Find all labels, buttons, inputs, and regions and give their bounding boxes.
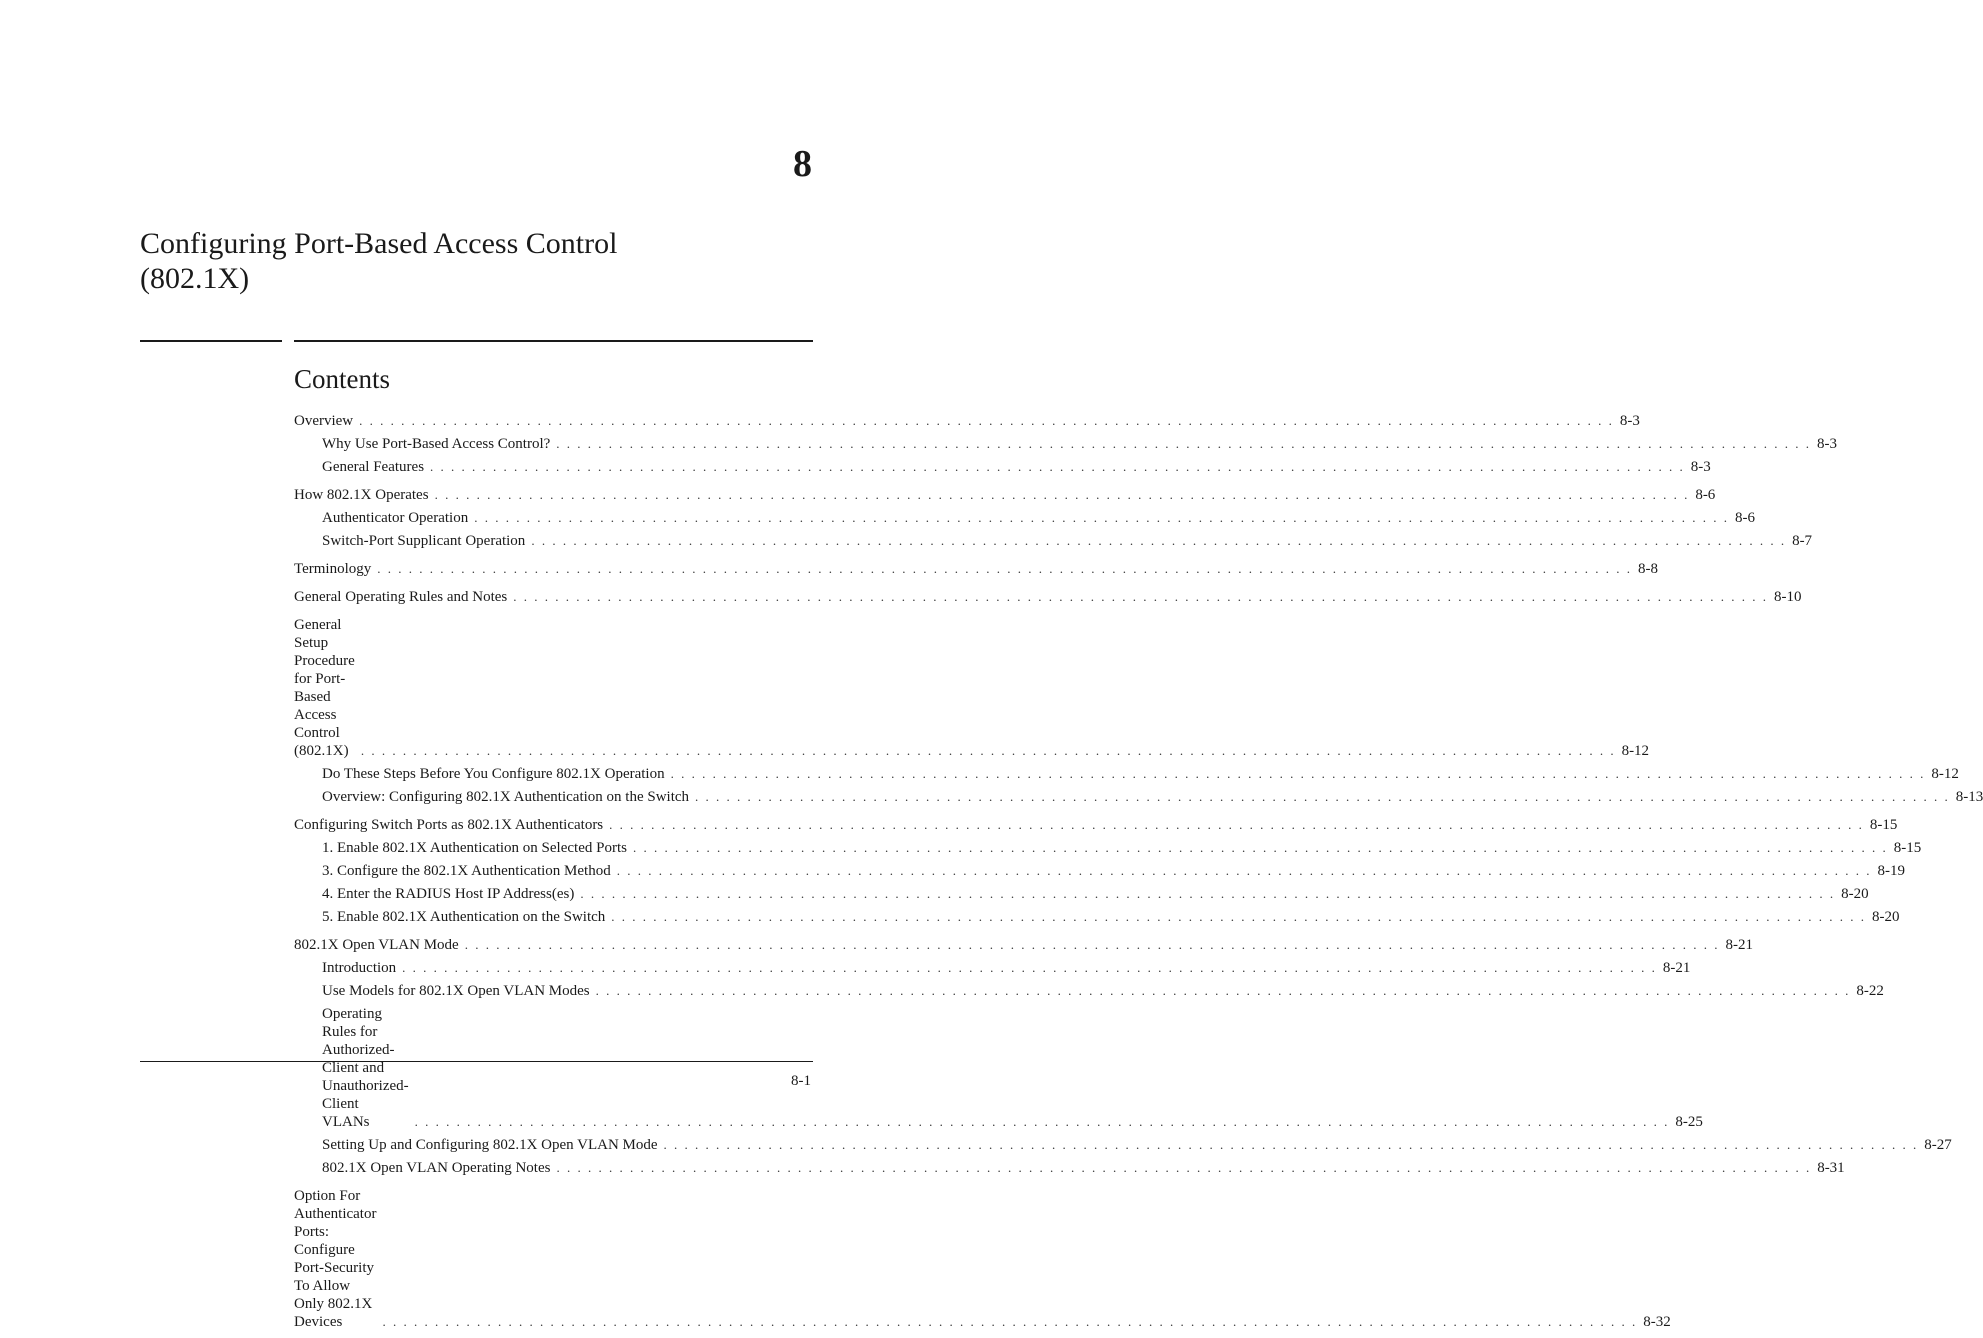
toc-group — [294, 483, 1813, 552]
toc-entry-title: Terminology — [294, 560, 372, 577]
toc-subentry[interactable] — [294, 1002, 1703, 1133]
toc-subentry[interactable] — [294, 455, 1711, 478]
toc-dot-leader: . . . . . . . . . . . . . . . . . . . . . . . . . . . . . . . . . . . . . . . . . . . . . . . . . . . . . . . . . . . . . . . . . . . . . . . . . . . . . . . . . . . . . . . . . . . . . . . . . . . . . . . . . . . . . . . . . . . . . . . . — [382, 1313, 1638, 1329]
toc-entry-page: 8-10 — [1774, 588, 1802, 605]
footer-rule — [140, 1061, 813, 1062]
toc-entry-title: Option For Authenticator Ports: Configure Port-Security To Allow Only 802.1X Devices — [294, 1187, 377, 1330]
toc-entry-page: 8-20 — [1841, 885, 1869, 902]
toc-dot-leader: . . . . . . . . . . . . . . . . . . . . . . . . . . . . . . . . . . . . . . . . . . . . . . . . . . . . . . . . . . . . . . . . . . . . . . . . . . . . . . . . . . . . . . . . . . . . . . . . . . . . . . . . . . . . . . . . . . . . . . . . — [556, 1159, 1812, 1175]
toc-entry-title: Switch-Port Supplicant Operation — [322, 532, 526, 549]
toc-entry-page: 8-25 — [1675, 1113, 1703, 1130]
toc-dot-leader: . . . . . . . . . . . . . . . . . . . . . . . . . . . . . . . . . . . . . . . . . . . . . . . . . . . . . . . . . . . . . . . . . . . . . . . . . . . . . . . . . . . . . . . . . . . . . . . . . . . . . . . . . . . . . . . . . . . . . . . . — [595, 982, 1851, 998]
toc-entry-title: General Setup Procedure for Port-Based Access Control (802.1X) — [294, 616, 355, 759]
toc-entry-title: 3. Configure the 802.1X Authentication Method — [322, 862, 611, 879]
toc-entry-title: Overview: Configuring 802.1X Authentication on the Switch — [322, 788, 690, 805]
toc-subentry[interactable] — [294, 905, 1900, 928]
toc-dot-leader: . . . . . . . . . . . . . . . . . . . . . . . . . . . . . . . . . . . . . . . . . . . . . . . . . . . . . . . . . . . . . . . . . . . . . . . . . . . . . . . . . . . . . . . . . . . . . . . . . . . . . . . . . . . . . . . . . . . . . . . . — [474, 509, 1729, 525]
toc-dot-leader: . . . . . . . . . . . . . . . . . . . . . . . . . . . . . . . . . . . . . . . . . . . . . . . . . . . . . . . . . . . . . . . . . . . . . . . . . . . . . . . . . . . . . . . . . . . . . . . . . . . . . . . . . . . . . . . . . . . . . . . . — [414, 1113, 1670, 1129]
toc-subentry[interactable] — [294, 432, 1838, 455]
toc-subentry[interactable] — [294, 1133, 1952, 1156]
toc-entry[interactable] — [294, 1184, 1671, 1333]
table-of-contents — [294, 409, 1983, 1338]
toc-dot-leader: . . . . . . . . . . . . . . . . . . . . . . . . . . . . . . . . . . . . . . . . . . . . . . . . . . . . . . . . . . . . . . . . . . . . . . . . . . . . . . . . . . . . . . . . . . . . . . . . . . . . . . . . . . . . . . . . . . . . . . . . — [580, 885, 1836, 901]
toc-entry-page: 8-22 — [1856, 982, 1884, 999]
toc-entry-page: 8-31 — [1817, 1159, 1845, 1176]
toc-group — [294, 813, 1922, 928]
toc-dot-leader: . . . . . . . . . . . . . . . . . . . . . . . . . . . . . . . . . . . . . . . . . . . . . . . . . . . . . . . . . . . . . . . . . . . . . . . . . . . . . . . . . . . . . . . . . . . . . . . . . . . . . . . . . . . . . . . . . . . . . . . . — [670, 765, 1926, 781]
toc-dot-leader: . . . . . . . . . . . . . . . . . . . . . . . . . . . . . . . . . . . . . . . . . . . . . . . . . . . . . . . . . . . . . . . . . . . . . . . . . . . . . . . . . . . . . . . . . . . . . . . . . . . . . . . . . . . . . . . . . . . . . . . . — [556, 435, 1812, 451]
toc-dot-leader: . . . . . . . . . . . . . . . . . . . . . . . . . . . . . . . . . . . . . . . . . . . . . . . . . . . . . . . . . . . . . . . . . . . . . . . . . . . . . . . . . . . . . . . . . . . . . . . . . . . . . . . . . . . . . . . . . . . . . . . . — [695, 788, 1950, 804]
toc-entry-title: Do These Steps Before You Configure 802.1X Operation — [322, 765, 665, 782]
toc-subentry[interactable] — [294, 529, 1813, 552]
footer-page-number: 8-1 — [791, 1073, 811, 1089]
toc-group — [294, 933, 1952, 1179]
toc-dot-leader: . . . . . . . . . . . . . . . . . . . . . . . . . . . . . . . . . . . . . . . . . . . . . . . . . . . . . . . . . . . . . . . . . . . . . . . . . . . . . . . . . . . . . . . . . . . . . . . . . . . . . . . . . . . . . . . . . . . . . . . . — [663, 1136, 1919, 1152]
heading-rule-right — [294, 340, 813, 342]
toc-entry-title: Operating Rules for Authorized-Client and Unauthorized-Client VLANs — [322, 1005, 409, 1130]
toc-entry-page: 8-12 — [1931, 765, 1959, 782]
toc-dot-leader: . . . . . . . . . . . . . . . . . . . . . . . . . . . . . . . . . . . . . . . . . . . . . . . . . . . . . . . . . . . . . . . . . . . . . . . . . . . . . . . . . . . . . . . . . . . . . . . . . . . . . . . . . . . . . . . . . . . . . . . . — [531, 532, 1787, 548]
toc-entry-page: 8-6 — [1695, 486, 1716, 503]
toc-entry-title: 1. Enable 802.1X Authentication on Selected Ports — [322, 839, 627, 856]
toc-entry-title: Why Use Port-Based Access Control? — [322, 435, 551, 452]
toc-entry-title: How 802.1X Operates — [294, 486, 429, 503]
toc-entry-title: 802.1X Open VLAN Mode — [294, 936, 459, 953]
toc-entry-page: 8-19 — [1877, 862, 1905, 879]
toc-dot-leader: . . . . . . . . . . . . . . . . . . . . . . . . . . . . . . . . . . . . . . . . . . . . . . . . . . . . . . . . . . . . . . . . . . . . . . . . . . . . . . . . . . . . . . . . . . . . . . . . . . . . . . . . . . . . . . . . . . . . . . . . — [430, 458, 1685, 474]
toc-entry[interactable] — [294, 483, 1716, 506]
heading-rule-left — [140, 340, 282, 342]
toc-entry-page: 8-7 — [1792, 532, 1813, 549]
toc-entry[interactable] — [294, 613, 1650, 762]
toc-entry-page: 8-8 — [1638, 560, 1659, 577]
toc-entry-page: 8-6 — [1734, 509, 1755, 526]
chapter-number: 8 — [793, 143, 812, 185]
toc-subentry[interactable] — [294, 956, 1691, 979]
toc-dot-leader: . . . . . . . . . . . . . . . . . . . . . . . . . . . . . . . . . . . . . . . . . . . . . . . . . . . . . . . . . . . . . . . . . . . . . . . . . . . . . . . . . . . . . . . . . . . . . . . . . . . . . . . . . . . . . . . . . . . . . . . . — [513, 588, 1769, 604]
toc-entry-page: 8-20 — [1872, 908, 1900, 925]
toc-entry-title: Authenticator Operation — [322, 509, 469, 526]
toc-entry-title: Overview — [294, 412, 354, 429]
contents-heading: Contents — [294, 364, 391, 394]
toc-dot-leader: . . . . . . . . . . . . . . . . . . . . . . . . . . . . . . . . . . . . . . . . . . . . . . . . . . . . . . . . . . . . . . . . . . . . . . . . . . . . . . . . . . . . . . . . . . . . . . . . . . . . . . . . . . . . . . . . . . . . . . . . — [464, 936, 1720, 952]
toc-dot-leader: . . . . . . . . . . . . . . . . . . . . . . . . . . . . . . . . . . . . . . . . . . . . . . . . . . . . . . . . . . . . . . . . . . . . . . . . . . . . . . . . . . . . . . . . . . . . . . . . . . . . . . . . . . . . . . . . . . . . . . . . — [632, 839, 1888, 855]
toc-dot-leader: . . . . . . . . . . . . . . . . . . . . . . . . . . . . . . . . . . . . . . . . . . . . . . . . . . . . . . . . . . . . . . . . . . . . . . . . . . . . . . . . . . . . . . . . . . . . . . . . . . . . . . . . . . . . . . . . . . . . . . . . — [611, 908, 1867, 924]
toc-entry-page: 8-13 — [1955, 788, 1983, 805]
toc-entry-page: 8-27 — [1924, 1136, 1952, 1153]
toc-dot-leader: . . . . . . . . . . . . . . . . . . . . . . . . . . . . . . . . . . . . . . . . . . . . . . . . . . . . . . . . . . . . . . . . . . . . . . . . . . . . . . . . . . . . . . . . . . . . . . . . . . . . . . . . . . . . . . . . . . . . . . . . — [402, 959, 1657, 975]
toc-subentry[interactable] — [294, 836, 1922, 859]
toc-entry-title: 802.1X Open VLAN Operating Notes — [322, 1159, 551, 1176]
toc-subentry[interactable] — [294, 979, 1884, 1002]
toc-group — [294, 557, 1659, 580]
toc-entry[interactable] — [294, 585, 1802, 608]
toc-dot-leader: . . . . . . . . . . . . . . . . . . . . . . . . . . . . . . . . . . . . . . . . . . . . . . . . . . . . . . . . . . . . . . . . . . . . . . . . . . . . . . . . . . . . . . . . . . . . . . . . . . . . . . . . . . . . . . . . . . . . . . . . — [434, 486, 1690, 502]
toc-entry[interactable] — [294, 933, 1753, 956]
toc-subentry[interactable] — [294, 859, 1905, 882]
toc-entry-page: 8-32 — [1643, 1313, 1671, 1330]
toc-entry-page: 8-3 — [1690, 458, 1711, 475]
chapter-title — [140, 226, 820, 296]
chapter-title-line1: Configuring Port-Based Access Control — [140, 227, 618, 260]
toc-entry-page: 8-21 — [1662, 959, 1691, 976]
toc-entry-page: 8-12 — [1621, 742, 1650, 759]
toc-group — [294, 613, 1983, 808]
toc-entry-title: Use Models for 802.1X Open VLAN Modes — [322, 982, 590, 999]
toc-dot-leader: . . . . . . . . . . . . . . . . . . . . . . . . . . . . . . . . . . . . . . . . . . . . . . . . . . . . . . . . . . . . . . . . . . . . . . . . . . . . . . . . . . . . . . . . . . . . . . . . . . . . . . . . . . . . . . . . . . . . . . . . — [616, 862, 1872, 878]
toc-dot-leader: . . . . . . . . . . . . . . . . . . . . . . . . . . . . . . . . . . . . . . . . . . . . . . . . . . . . . . . . . . . . . . . . . . . . . . . . . . . . . . . . . . . . . . . . . . . . . . . . . . . . . . . . . . . . . . . . . . . . . . . . — [377, 560, 1633, 576]
toc-entry-page: 8-15 — [1869, 816, 1898, 833]
toc-entry-title: General Features — [322, 458, 425, 475]
toc-entry-title: 5. Enable 802.1X Authentication on the Switch — [322, 908, 606, 925]
toc-dot-leader: . . . . . . . . . . . . . . . . . . . . . . . . . . . . . . . . . . . . . . . . . . . . . . . . . . . . . . . . . . . . . . . . . . . . . . . . . . . . . . . . . . . . . . . . . . . . . . . . . . . . . . . . . . . . . . . . . . . . . . . . — [359, 412, 1614, 428]
toc-entry-page: 8-21 — [1725, 936, 1753, 953]
toc-group — [294, 1184, 1671, 1333]
toc-entry-page: 8-3 — [1817, 435, 1838, 452]
toc-dot-leader: . . . . . . . . . . . . . . . . . . . . . . . . . . . . . . . . . . . . . . . . . . . . . . . . . . . . . . . . . . . . . . . . . . . . . . . . . . . . . . . . . . . . . . . . . . . . . . . . . . . . . . . . . . . . . . . . . . . . . . . . — [360, 742, 1616, 758]
toc-entry-title: General Operating Rules and Notes — [294, 588, 508, 605]
toc-subentry[interactable] — [294, 1156, 1845, 1179]
toc-group — [294, 409, 1838, 478]
toc-entry-page: 8-15 — [1893, 839, 1922, 856]
toc-dot-leader: . . . . . . . . . . . . . . . . . . . . . . . . . . . . . . . . . . . . . . . . . . . . . . . . . . . . . . . . . . . . . . . . . . . . . . . . . . . . . . . . . . . . . . . . . . . . . . . . . . . . . . . . . . . . . . . . . . . . . . . . — [609, 816, 1864, 832]
toc-entry[interactable] — [294, 409, 1640, 432]
toc-subentry[interactable] — [294, 785, 1983, 808]
toc-entry-title: Introduction — [322, 959, 397, 976]
toc-subentry[interactable] — [294, 762, 1959, 785]
toc-subentry[interactable] — [294, 506, 1755, 529]
toc-entry-title: 4. Enter the RADIUS Host IP Address(es) — [322, 885, 575, 902]
toc-entry-title: Configuring Switch Ports as 802.1X Authenticators — [294, 816, 604, 833]
toc-entry[interactable] — [294, 813, 1898, 836]
toc-entry-title: Setting Up and Configuring 802.1X Open VLAN Mode — [322, 1136, 658, 1153]
toc-group — [294, 585, 1802, 608]
toc-entry-page: 8-3 — [1619, 412, 1640, 429]
toc-subentry[interactable] — [294, 882, 1869, 905]
chapter-title-line2: (802.1X) — [140, 262, 250, 295]
toc-entry[interactable] — [294, 557, 1659, 580]
